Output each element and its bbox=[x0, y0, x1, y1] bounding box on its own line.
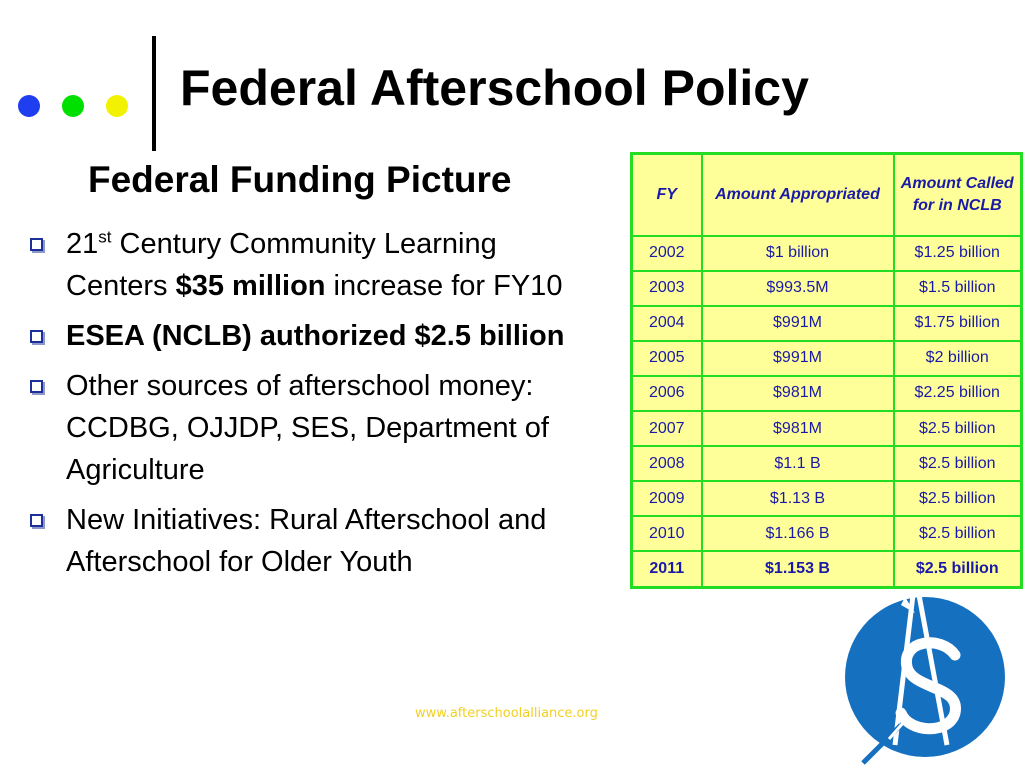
decor-dot-green-icon bbox=[62, 95, 84, 117]
cell-appropriated: $1.166 B bbox=[702, 516, 894, 551]
bullet-list bbox=[28, 223, 568, 591]
header-fy: FY bbox=[632, 154, 702, 236]
cell-called-for: $1.75 billion bbox=[894, 306, 1022, 341]
decor-dot-blue-icon bbox=[18, 95, 40, 117]
table-row bbox=[632, 306, 1022, 341]
cell-fy: 2005 bbox=[632, 341, 702, 376]
cell-appropriated: $1.13 B bbox=[702, 481, 894, 516]
funding-table bbox=[630, 152, 1023, 589]
bullet-item bbox=[28, 365, 568, 491]
bullet-text: 21st Century Community Learning Centers $35 million increase for FY10 bbox=[66, 227, 563, 302]
bullet-box-icon bbox=[30, 380, 43, 393]
cell-appropriated: $991M bbox=[702, 341, 894, 376]
cell-fy: 2010 bbox=[632, 516, 702, 551]
cell-appropriated: $981M bbox=[702, 376, 894, 411]
bullet-text: Other sources of afterschool money: CCDBG, OJJDP, SES, Department of Agriculture bbox=[66, 370, 549, 486]
cell-fy: 2011 bbox=[632, 551, 702, 587]
table-row bbox=[632, 551, 1022, 587]
table-row bbox=[632, 376, 1022, 411]
table-row bbox=[632, 411, 1022, 446]
table-row bbox=[632, 236, 1022, 271]
cell-called-for: $1.5 billion bbox=[894, 271, 1022, 306]
cell-appropriated: $993.5M bbox=[702, 271, 894, 306]
bullet-item bbox=[28, 315, 568, 357]
cell-fy: 2009 bbox=[632, 481, 702, 516]
bullet-text: ESEA (NCLB) authorized $2.5 billion bbox=[66, 320, 565, 352]
table-row bbox=[632, 481, 1022, 516]
cell-appropriated: $1.1 B bbox=[702, 446, 894, 481]
table-header-row bbox=[632, 154, 1022, 236]
cell-called-for: $2.5 billion bbox=[894, 551, 1022, 587]
cell-fy: 2002 bbox=[632, 236, 702, 271]
cell-called-for: $2.25 billion bbox=[894, 376, 1022, 411]
cell-fy: 2004 bbox=[632, 306, 702, 341]
cell-appropriated: $981M bbox=[702, 411, 894, 446]
afterschool-alliance-logo bbox=[843, 585, 1008, 770]
header-called-for: Amount Called for in NCLB bbox=[894, 154, 1022, 236]
cell-called-for: $2 billion bbox=[894, 341, 1022, 376]
title-divider bbox=[152, 36, 156, 151]
header-appropriated: Amount Appropriated bbox=[702, 154, 894, 236]
cell-appropriated: $1.153 B bbox=[702, 551, 894, 587]
cell-fy: 2008 bbox=[632, 446, 702, 481]
cell-appropriated: $1 billion bbox=[702, 236, 894, 271]
bullet-text: New Initiatives: Rural Afterschool and Afterschool for Older Youth bbox=[66, 504, 547, 578]
cell-called-for: $2.5 billion bbox=[894, 481, 1022, 516]
cell-called-for: $2.5 billion bbox=[894, 446, 1022, 481]
cell-fy: 2006 bbox=[632, 376, 702, 411]
table-row bbox=[632, 516, 1022, 551]
bullet-box-icon bbox=[30, 514, 43, 527]
cell-appropriated: $991M bbox=[702, 306, 894, 341]
bullet-box-icon bbox=[30, 330, 43, 343]
slide-subtitle: Federal Funding Picture bbox=[88, 159, 512, 200]
table-row bbox=[632, 341, 1022, 376]
slide-title: Federal Afterschool Policy bbox=[180, 60, 809, 116]
cell-called-for: $2.5 billion bbox=[894, 411, 1022, 446]
table-row bbox=[632, 446, 1022, 481]
table-row bbox=[632, 271, 1022, 306]
cell-fy: 2007 bbox=[632, 411, 702, 446]
bullet-item bbox=[28, 223, 568, 307]
website-url: www.afterschoolalliance.org bbox=[415, 706, 598, 721]
decor-dot-yellow-icon bbox=[106, 95, 128, 117]
bullet-item bbox=[28, 499, 568, 583]
cell-fy: 2003 bbox=[632, 271, 702, 306]
bullet-box-icon bbox=[30, 238, 43, 251]
cell-called-for: $2.5 billion bbox=[894, 516, 1022, 551]
cell-called-for: $1.25 billion bbox=[894, 236, 1022, 271]
